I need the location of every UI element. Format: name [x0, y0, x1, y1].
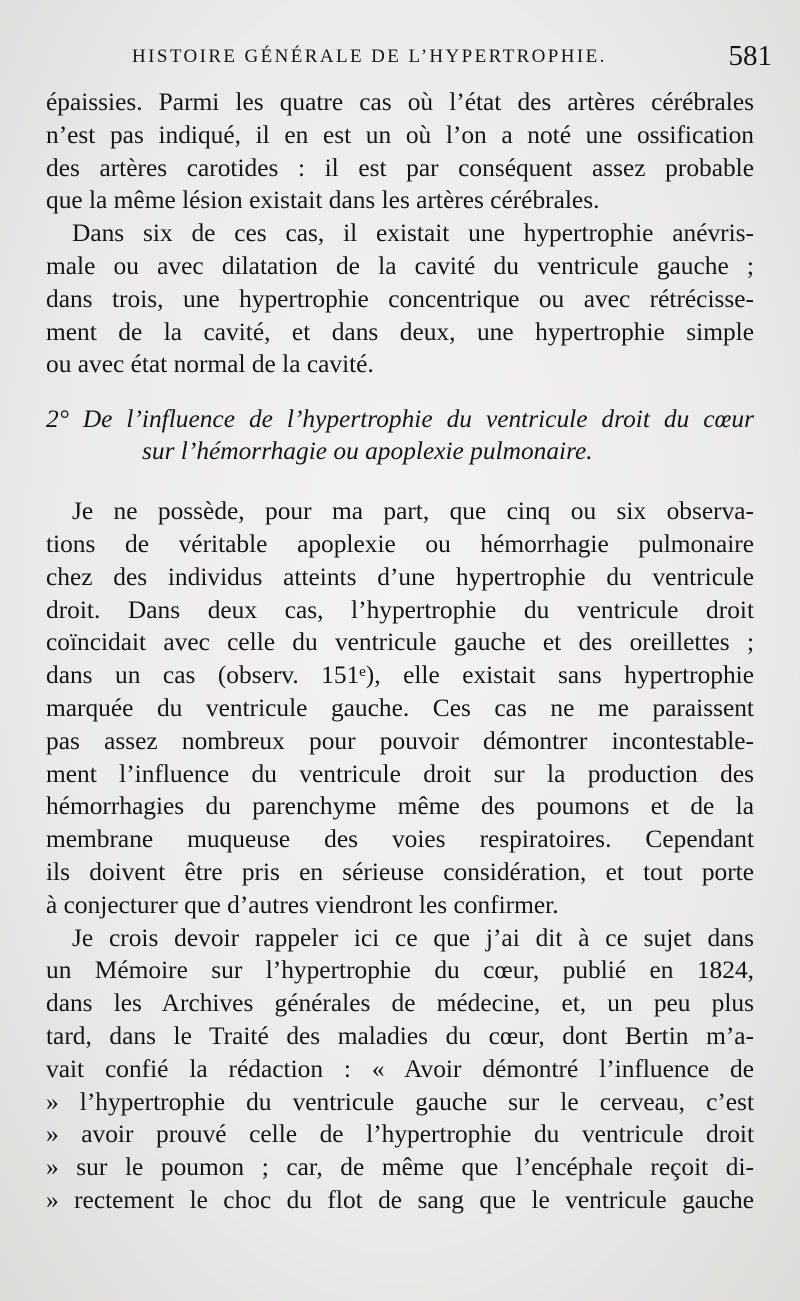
text-line: que la même lésion existait dans les artères cérébrales. [46, 186, 600, 215]
page-number: 581 [728, 40, 772, 72]
text-line: droit. Dans deux cas, l’hypertrophie du ventricule droit [46, 595, 754, 624]
text-line: n’est pas indiqué, il en est un où l’on a noté une ossification [46, 120, 754, 149]
paragraph-2 [46, 217, 754, 381]
text-line: Je ne possède, pour ma part, que cinq ou six observa- [72, 497, 754, 526]
text-line: chez des individus atteints d’une hypertrophie du ventricule [46, 562, 754, 591]
text-line: dans les Archives générales de médecine, et, un peu plus [46, 989, 754, 1018]
text-line: un Mémoire sur l’hypertrophie du cœur, publié en 1824, [46, 956, 754, 985]
text-line: vait confié la rédaction : « Avoir démontré l’influence de [46, 1054, 754, 1083]
text-line: tard, dans le Traité des maladies du cœur, dont Bertin m’a- [46, 1021, 754, 1050]
text-line: tions de véritable apoplexie ou hémorrhagie pulmonaire [46, 529, 754, 558]
section-heading [46, 403, 754, 467]
text-line: marquée du ventricule gauche. Ces cas ne me paraissent [46, 693, 754, 722]
text-line: coïncidait avec celle du ventricule gauche et des oreillettes ; [46, 628, 754, 657]
text-line: dans un cas (observ. 151ᵉ), elle existait sans hypertrophie [46, 661, 754, 690]
text-line: » rectement le choc du flot de sang que le ventricule gauche [46, 1185, 754, 1214]
text-line: ment l’influence du ventricule droit sur la production des [46, 759, 754, 788]
running-title: HISTOIRE GÉNÉRALE DE L’HYPERTROPHIE. [132, 46, 607, 67]
page-header [46, 40, 778, 76]
text-line: épaissies. Parmi les quatre cas où l’état des artères cérébrales [46, 88, 754, 116]
text-line: Dans six de ces cas, il existait une hypertrophie anévris- [72, 219, 754, 248]
paragraph-4 [46, 922, 754, 1217]
text-line: membrane muqueuse des voies respiratoires. Cependant [46, 825, 754, 854]
section-heading-line-1: 2° De l’influence de l’hypertrophie du ventricule droit du cœur [46, 405, 754, 434]
text-line: des artères carotides : il est par conséquent assez probable [46, 153, 754, 182]
text-line: ils doivent être pris en sérieuse considération, et tout porte [46, 857, 754, 886]
page-body [46, 86, 754, 1217]
text-line: » sur le poumon ; car, de même que l’encéphale reçoit di- [46, 1153, 754, 1182]
text-line: hémorrhagies du parenchyme même des poumons et de la [46, 792, 754, 821]
text-line: » avoir prouvé celle de l’hypertrophie du ventricule droit [46, 1120, 754, 1149]
text-line: à conjecturer que d’autres viendront les confirmer. [46, 890, 559, 919]
text-line: dans trois, une hypertrophie concentrique ou avec rétrécisse- [46, 284, 754, 313]
section-heading-line-2: sur l’hémorrhagie ou apoplexie pulmonaire. [142, 437, 593, 466]
text-line: Je crois devoir rappeler ici ce que j’ai dit à ce sujet dans [72, 923, 754, 952]
text-line: » l’hypertrophie du ventricule gauche sur le cerveau, c’est [46, 1087, 754, 1116]
text-line: ment de la cavité, et dans deux, une hypertrophie simple [46, 317, 754, 346]
text-line: ou avec état normal de la cavité. [46, 350, 374, 379]
text-line: pas assez nombreux pour pouvoir démontrer incontestable- [46, 726, 754, 755]
paragraph-1 [46, 86, 754, 217]
paragraph-3 [46, 495, 754, 921]
text-line: male ou avec dilatation de la cavité du ventricule gauche ; [46, 251, 754, 280]
